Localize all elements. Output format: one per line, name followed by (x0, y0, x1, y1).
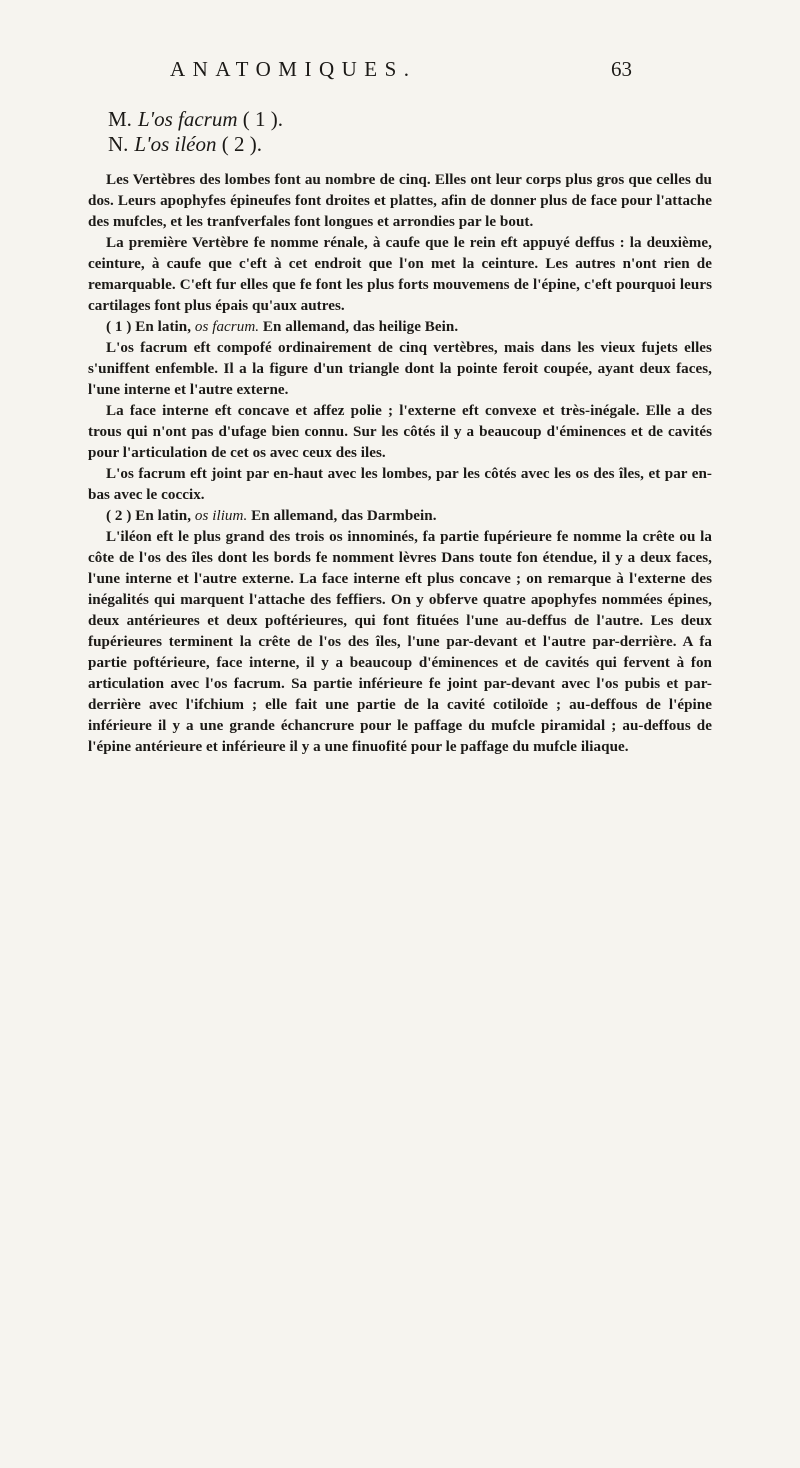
legend-note: ( 1 ). (242, 107, 284, 131)
footnote-1-latin: os facrum. (194, 319, 260, 335)
footnote-2 (88, 506, 712, 527)
footnote-2-suffix: En allemand, das Darmbein. (247, 508, 437, 524)
legend-entry-m (108, 107, 283, 132)
legend-label: N. (108, 132, 129, 156)
footnote-1 (88, 317, 712, 338)
legend-term: L'os facrum (137, 107, 238, 131)
paragraph-sacrum-faces: La face interne eft concave et affez polie ; l'externe eft convexe et très-inégale. Elle a des trous qui n'ont pas d'ufage bien connu. Sur les côtés il y a beaucoup d'éminences et de cavités pour l'articulation de cet os avec ceux des iles. (88, 403, 712, 461)
running-title: ANATOMIQUES. (170, 57, 417, 81)
footnote-2-latin: os ilium. (194, 508, 248, 524)
legend-label: M. (108, 107, 132, 131)
body-text (88, 170, 712, 758)
paragraph-lumbar-vertebrae: Les Vertèbres des lombes font au nombre de cinq. Elles ont leur corps plus gros que celles du dos. Leurs apophyfes épineufes font droites et plattes, afin de donner plus de face pour l'attache des mufcles, et les tranfverfales font longues et arrondies par le bout. (88, 172, 712, 230)
paragraph-sacrum-composition: L'os facrum eft compofé ordinairement de cinq vertèbres, mais dans les vieux fujets elles s'uniffent enfemble. Il a la figure d'un triangle dont la pointe feroit coupée, ayant deux faces, l'une interne et l'autre externe. (88, 340, 712, 398)
paragraph-ileon: L'iléon eft le plus grand des trois os innominés, fa partie fupérieure fe nomme la crête ou la côte de l'os des îles dont les bords fe nomment lèvres Dans toute fon étendue, il y a deux faces, l'une interne et l'autre externe. La face interne eft plus concave ; on remarque à l'externe des inégalités qui marquent l'attache des feffiers. On y obferve quatre apophyfes nommées épines, deux antérieures et deux poftérieures, qui font fituées l'une au-deffus de l'autre. Les deux fupérieures terminent la crête de l'os des îles, l'une par-devant et l'autre par-derrière. A fa partie poftérieure, face interne, il y a beaucoup d'éminences et de cavités qui fervent à fon articulation avec l'os facrum. Sa partie inférieure fe joint par-devant avec l'os pubis et par-derrière avec l'ifchium ; elle fait une partie de la cavité cotiloïde ; au-deffous de l'épine inférieure il y a une grande échancrure pour le paffage du mufcle piramidal ; au-deffous de l'épine antérieure et inférieure il y a une finuofité pour le paffage du mufcle iliaque. (88, 529, 712, 755)
footnote-2-prefix: ( 2 ) En latin, (106, 508, 195, 524)
figure-legend-entries (108, 107, 283, 157)
page-number: 63 (611, 57, 632, 81)
footnote-1-suffix: En allemand, das heilige Bein. (259, 319, 459, 335)
paragraph-first-vertebra: La première Vertèbre fe nomme rénale, à caufe que le rein eft appuyé deffus : la deuxième, ceinture, à caufe que c'eft à cet endroit que l'on met la ceinture. Les autres n'ont rien de remarquable. C'eft fur elles que fe font les plus forts mouvemens de l'épine, c'eft pourquoi leurs cartilages font plus épais qu'aux autres. (88, 235, 712, 314)
legend-entry-n (108, 132, 283, 157)
legend-term: L'os iléon (134, 132, 217, 156)
footnote-1-prefix: ( 1 ) En latin, (106, 319, 195, 335)
running-header (170, 57, 632, 82)
paragraph-sacrum-joints: L'os facrum eft joint par en-haut avec les lombes, par les côtés avec les os des îles, et par en-bas avec le coccix. (88, 466, 712, 503)
legend-note: ( 2 ). (221, 132, 263, 156)
